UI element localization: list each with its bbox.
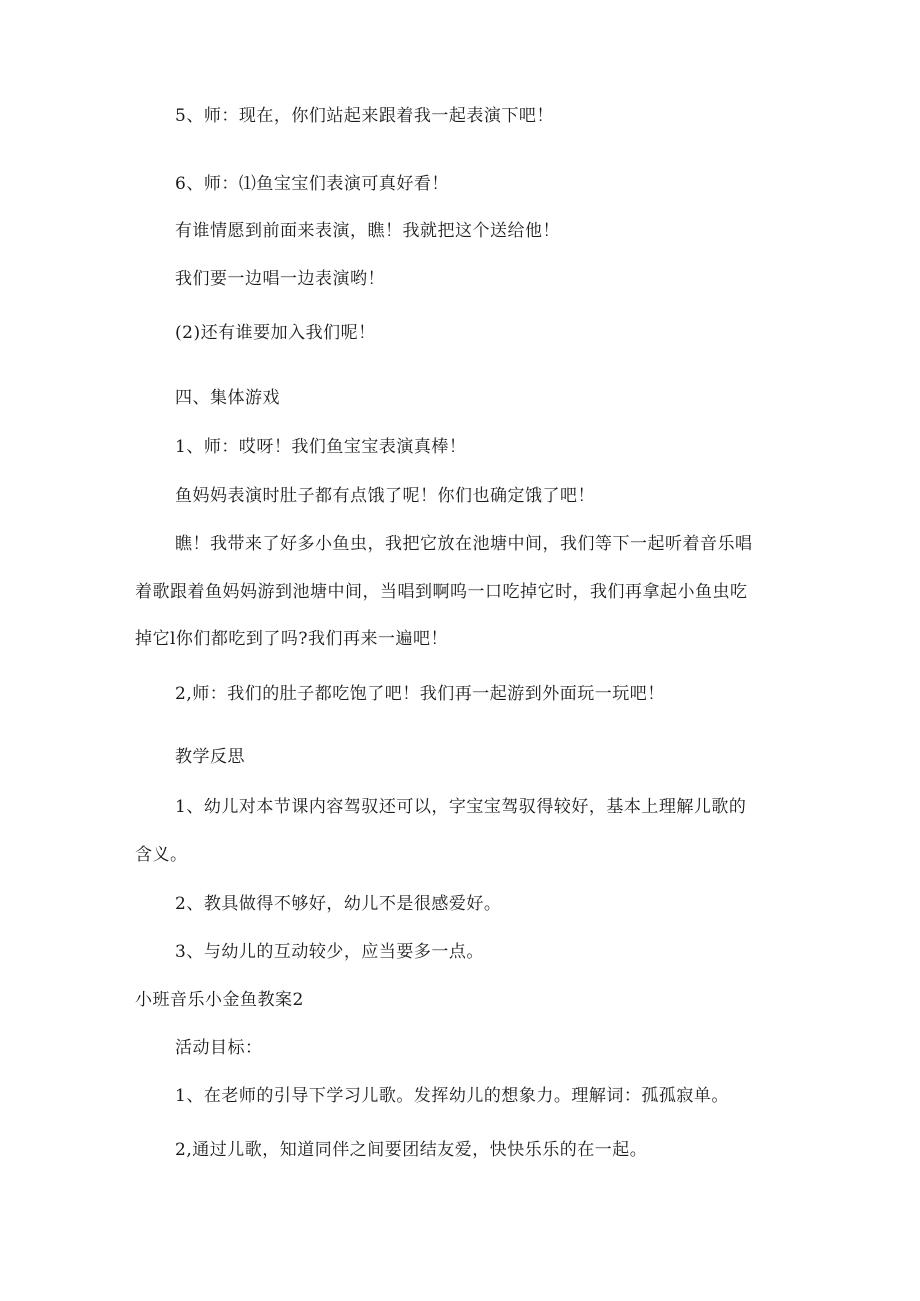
text-line: 2、教具做得不够好，幼儿不是很感爱好。 [175,894,502,914]
text-line: 1、师：哎呀！我们鱼宝宝表演真棒！ [175,437,467,457]
text-line: 鱼妈妈表演时肚子都有点饿了呢！你们也确定饿了吧！ [175,486,595,506]
text-line: 含义。 [135,845,188,865]
text-line: 3、与幼儿的互动较少，应当要多一点。 [175,942,484,962]
text-line: 1、在老师的引导下学习儿歌。发挥幼儿的想象力。理解词：孤孤寂单。 [175,1086,729,1106]
text-line: 着歌跟着鱼妈妈游到池塘中间，当唱到啊呜一口吃掉它时，我们再拿起小鱼虫吃 [135,582,748,602]
text-line: 掉它l你们都吃到了吗?我们再来一遍吧！ [135,629,449,649]
text-line: 瞧！我带来了好多小鱼虫，我把它放在池塘中间，我们等下一起听着音乐唱 [175,534,753,554]
text-line: 6、师：⑴鱼宝宝们表演可真好看！ [175,174,449,194]
text-line: 1、幼儿对本节课内容驾驭还可以，字宝宝驾驭得较好，基本上理解儿歌的 [175,797,747,817]
section-heading: 四、集体游戏 [175,388,280,408]
text-line: 2,师：我们的肚子都吃饱了吧！我们再一起游到外面玩一玩吧！ [175,684,665,704]
text-line: 有谁情愿到前面来表演，瞧！我就把这个送给他！ [175,221,560,241]
text-line: 5、师：现在，你们站起来跟着我一起表演下吧！ [175,106,554,126]
text-line: 2,通过儿歌，知道同伴之间要团结友爱，快快乐乐的在一起。 [175,1140,648,1160]
document-subtitle: 小班音乐小金鱼教案2 [135,990,304,1010]
section-heading: 教学反思 [175,747,245,767]
text-line: (2)还有谁要加入我们呢！ [175,323,376,343]
section-heading: 活动目标： [175,1038,263,1058]
text-line: 我们要一边唱一边表演哟！ [175,269,385,289]
